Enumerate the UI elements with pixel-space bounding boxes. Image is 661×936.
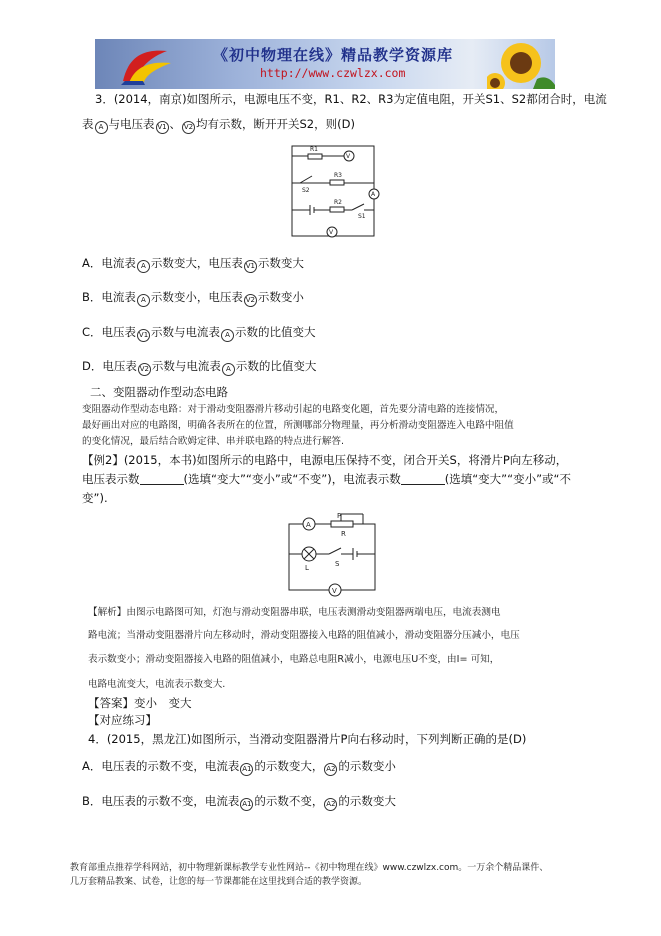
example2-line1: 【例2】(2015，本书)如图所示的电路中，电源电压保持不变，闭合开关S，将滑片P向左移动， <box>82 453 568 467</box>
ammeter-icon: A2 <box>324 763 337 776</box>
label-v: V <box>332 587 337 595</box>
voltmeter-icon: V1 <box>137 329 150 342</box>
section-intro-line1: 变阻器动作型动态电路：对于滑动变阻器滑片移动引起的电路变化题，首先要分清电路的连接情况， <box>82 404 505 415</box>
sunflower-icon <box>487 39 555 89</box>
circuit-diagram-2 <box>279 510 389 608</box>
label-s: S <box>335 560 340 568</box>
label-s1: S1 <box>358 213 366 220</box>
q3-line2: 表 A 与电压表 V1 、 V2 均有示数，断开开关S2，则(D) <box>82 117 355 134</box>
resistor-r1 <box>308 154 322 159</box>
ammeter-icon: A <box>95 121 108 134</box>
answer-blank <box>140 474 184 485</box>
section-heading: 二、变阻器动作型动态电路 <box>90 385 228 399</box>
practice-heading: 【对应练习】 <box>88 713 157 727</box>
q3-line1: 3．(2014，南京)如图所示，电源电压不变，R1、R2、R3为定值电阻，开关S1、S2都闭合时，电流 <box>95 92 607 106</box>
q3-option-a: A．电流表 A 示数变大，电压表 V1 示数变大 <box>82 256 304 273</box>
switch-s2 <box>300 176 312 183</box>
ammeter-icon: A <box>222 363 235 376</box>
section-intro-line2: 最好画出对应的电路图，明确各表所在的位置，所测哪部分物理量，再分析滑动变阻器连入电路中阻值 <box>82 420 514 431</box>
ammeter-icon: A <box>137 294 150 307</box>
example2-line3: 变”). <box>82 491 108 505</box>
label-a: A <box>371 191 376 198</box>
q3-option-d: D．电压表 V2 示数与电流表 A 示数的比值变大 <box>82 359 316 376</box>
analysis-line4: 电路电流变大，电流表示数变大. <box>88 679 226 690</box>
q3-option-b: B．电流表 A 示数变小，电压表 V2 示数变小 <box>82 290 304 307</box>
label-p: P <box>337 512 342 520</box>
resistor-r2 <box>330 207 344 212</box>
footer-line2: 几万套精品教案、试卷，让您的每一节课都能在这里找到合适的教学资源。 <box>70 877 368 887</box>
label-s2: S2 <box>302 187 310 194</box>
voltmeter-icon: V2 <box>182 121 195 134</box>
voltmeter-icon: V1 <box>244 260 257 273</box>
label-r1: R1 <box>310 146 318 153</box>
q4-option-b: B．电压表的示数不变，电流表 A1 的示数不变， A2 的示数变大 <box>82 794 396 811</box>
ammeter-icon: A2 <box>324 798 337 811</box>
answer-blank <box>401 474 445 485</box>
ammeter-icon: A1 <box>240 798 253 811</box>
analysis-line3: 表示数变小；滑动变阻器接入电路的阻值减小，电路总电阻R减小，电源电压U不变，由I= 可知， <box>88 654 500 665</box>
label-v: V <box>346 153 351 160</box>
analysis-line1: 【解析】由图示电路图可知，灯泡与滑动变阻器串联，电压表测滑动变阻器两端电压，电流表测电 <box>88 607 501 618</box>
header-banner <box>95 39 555 89</box>
resistor-r3 <box>330 180 344 185</box>
analysis-line2: 路电流；当滑动变阻器滑片向左移动时，滑动变阻器接入电路的阻值减小，滑动变阻器分压减小，电压 <box>88 630 520 641</box>
ammeter-icon: A <box>221 329 234 342</box>
label-l: L <box>305 564 309 572</box>
q4-line1: 4．(2015，黑龙江)如图所示，当滑动变阻器滑片P向右移动时，下列判断正确的是(D) <box>88 732 527 746</box>
section-intro-line3: 的变化情况，最后结合欧姆定律、串并联电路的特点进行解答. <box>82 436 345 447</box>
voltmeter-icon: V2 <box>138 363 151 376</box>
label-r3: R3 <box>334 172 342 179</box>
voltmeter-icon: V1 <box>156 121 169 134</box>
answer-line: 【答案】变小 变大 <box>88 696 192 710</box>
voltmeter-icon: V2 <box>244 294 257 307</box>
footer-line1: 教育部重点推荐学科网站，初中物理新课标教学专业性网站--《初中物理在线》www.czwlzx.com。一万余个精品课件、 <box>70 863 549 873</box>
label-r: R <box>341 530 346 538</box>
ammeter-icon: A1 <box>240 763 253 776</box>
label-a: A <box>306 521 311 529</box>
circuit-diagram-1 <box>286 140 382 244</box>
switch-s1 <box>352 204 364 210</box>
label-v-bottom: V <box>329 229 334 236</box>
banner-url: http://www.czwlzx.com <box>260 66 406 80</box>
logo-icon <box>115 43 175 87</box>
q3-option-c: C．电压表 V1 示数与电流表 A 示数的比值变大 <box>82 325 316 342</box>
example2-line2: 电压表示数 (选填“变大”“变小”或“不变”)，电流表示数 (选填“变大”“变小”或“不 <box>82 472 571 486</box>
banner-title: 《初中物理在线》精品教学资源库 <box>213 46 454 64</box>
switch-s <box>329 548 341 554</box>
rheostat-r <box>331 521 353 527</box>
ammeter-icon: A <box>137 260 150 273</box>
label-r2: R2 <box>334 199 342 206</box>
q4-option-a: A．电压表的示数不变，电流表 A1 的示数变大， A2 的示数变小 <box>82 759 396 776</box>
